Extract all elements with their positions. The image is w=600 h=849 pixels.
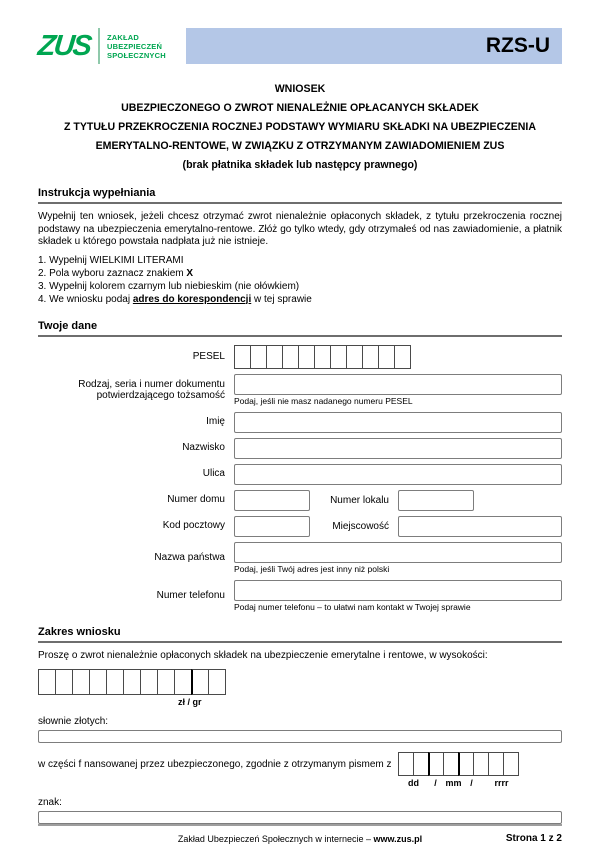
city-label: Miejscowość	[332, 520, 389, 532]
scope-heading: Zakres wniosku	[38, 626, 562, 643]
amount-cell[interactable]	[38, 669, 56, 695]
pesel-input	[234, 345, 562, 369]
amount-unit-label: zł / gr	[178, 696, 202, 707]
phone-field[interactable]	[234, 580, 562, 601]
form-code: RZS-U	[485, 34, 550, 57]
house-apartment-row	[38, 490, 562, 511]
instruction-item-3: 3. Wypełnij kolorem czarnym lub niebieskim (nie ołówkiem)	[38, 280, 300, 292]
zus-logo-mark: ZUS	[36, 29, 92, 62]
amount-cell[interactable]	[106, 669, 124, 695]
document-label: Rodzaj, seria i numer dokumentu potwierdzającego tożsamość	[78, 378, 225, 401]
document-row	[38, 374, 562, 407]
pesel-cell[interactable]	[394, 345, 411, 369]
your-data-form	[38, 345, 562, 618]
street-field[interactable]	[234, 464, 562, 485]
street-label: Ulica	[202, 468, 225, 480]
financed-row	[38, 752, 562, 788]
amount-cell[interactable]	[55, 669, 73, 695]
instructions-heading: Instrukcja wypełniania	[38, 187, 562, 204]
letter-date-input	[398, 752, 526, 776]
date-yyyy-cell[interactable]	[473, 752, 489, 776]
pesel-cell[interactable]	[266, 345, 283, 369]
amount-cell[interactable]	[174, 669, 192, 695]
pesel-cell[interactable]	[378, 345, 395, 369]
footer-text: Zakład Ubezpieczeń Społecznych w internecie – www.zus.pl	[177, 833, 423, 844]
country-hint: Podaj, jeśli Twój adres jest inny niż polski	[234, 563, 390, 574]
amount-cell[interactable]	[140, 669, 158, 695]
house-number-label: Numer domu	[167, 494, 225, 506]
postal-code-field[interactable]	[234, 516, 310, 537]
title-line4: EMERYTALNO-RENTOWE, W ZWIĄZKU Z OTRZYMANYM ZAWIADOMIENIEM ZUS	[95, 140, 505, 152]
page-number: Strona 1 z 2	[505, 832, 562, 844]
logo-text-line3: SPOŁECZNYCH	[107, 50, 166, 60]
country-label: Nazwa państwa	[154, 552, 225, 564]
city-field[interactable]	[398, 516, 562, 537]
last-name-field[interactable]	[234, 438, 562, 459]
pesel-cell[interactable]	[314, 345, 331, 369]
amount-words-field[interactable]	[38, 730, 562, 743]
amount-words-label: słownie złotych:	[38, 715, 109, 727]
pesel-cell[interactable]	[346, 345, 363, 369]
date-mm-cell[interactable]	[443, 752, 459, 776]
date-mm-cell[interactable]	[428, 752, 444, 776]
pesel-label: PESEL	[192, 350, 225, 362]
phone-hint: Podaj numer telefonu – to ułatwi nam kontakt w Twojej sprawie	[234, 601, 471, 612]
document-hint: Podaj, jeśli nie masz nadanego numeru PESEL	[234, 395, 413, 406]
znak-label: znak:	[38, 796, 62, 808]
date-yyyy-cell[interactable]	[458, 752, 474, 776]
footer	[38, 824, 562, 844]
letter-date-group	[398, 752, 526, 788]
znak-field[interactable]	[38, 811, 562, 824]
pesel-cell[interactable]	[362, 345, 379, 369]
financed-text: w części f nansowanej przez ubezpieczonego, zgodnie z otrzymanym pismem z	[38, 758, 392, 770]
zus-logo	[38, 28, 186, 64]
header	[38, 28, 562, 64]
logo-text	[107, 33, 166, 60]
first-name-row	[38, 412, 562, 433]
first-name-field[interactable]	[234, 412, 562, 433]
instruction-item-2: 2. Pola wyboru zaznacz znakiem X	[38, 267, 194, 279]
apartment-number-label: Numer lokalu	[330, 494, 389, 506]
country-row	[38, 542, 562, 575]
scope-intro: Proszę o zwrot nienależnie opłaconych składek na ubezpieczenie emerytalne i rentowe, w wysokości:	[38, 649, 488, 661]
apartment-number-field[interactable]	[398, 490, 474, 511]
instructions-list	[38, 254, 562, 306]
last-name-row	[38, 438, 562, 459]
pesel-cell[interactable]	[282, 345, 299, 369]
postal-city-row	[38, 516, 562, 537]
pesel-cell[interactable]	[250, 345, 267, 369]
amount-cell[interactable]	[157, 669, 175, 695]
amount-group	[38, 669, 562, 707]
amount-grosze-cell[interactable]	[208, 669, 226, 695]
date-dd-cell[interactable]	[398, 752, 414, 776]
date-yyyy-cell[interactable]	[503, 752, 519, 776]
pesel-cell[interactable]	[330, 345, 347, 369]
phone-label: Numer telefonu	[156, 590, 225, 602]
pesel-row	[38, 345, 562, 369]
amount-cell[interactable]	[89, 669, 107, 695]
form-title	[38, 80, 562, 175]
amount-cell[interactable]	[123, 669, 141, 695]
logo-text-line1: ZAKŁAD	[107, 32, 140, 42]
pesel-cell[interactable]	[298, 345, 315, 369]
country-field[interactable]	[234, 542, 562, 563]
title-line3: Z TYTUŁU PRZEKROCZENIA ROCZNEJ PODSTAWY WYMIARU SKŁADKI NA UBEZPIECZENIA	[63, 121, 536, 133]
form-code-band	[186, 28, 562, 64]
postal-code-label: Kod pocztowy	[162, 520, 225, 532]
document-field[interactable]	[234, 374, 562, 395]
amount-cell[interactable]	[72, 669, 90, 695]
footer-url: www.zus.pl	[373, 833, 423, 844]
amount-grosze-cell[interactable]	[191, 669, 209, 695]
phone-row	[38, 580, 562, 613]
your-data-heading: Twoje dane	[38, 320, 562, 337]
title-line2: UBEZPIECZONEGO O ZWROT NIENALEŻNIE OPŁACANYCH SKŁADEK	[121, 102, 479, 114]
pesel-cell[interactable]	[234, 345, 251, 369]
instructions-paragraph: Wypełnij ten wniosek, jeżeli chcesz otrzymać zwrot nienależnie opłaconych składek, z tytułu przekroczenia rocznej podstawy na ubezpieczenia emerytalno-rentowe. Złóż go tylko wtedy, gdy otrzymałeś od nas zawiadomienie, a płatnik składek u którego powstała nadpłata już nie istnieje.	[38, 211, 562, 247]
instruction-item-4: 4. We wniosku podaj adres do korespondencji w tej sprawie	[38, 293, 312, 305]
last-name-label: Nazwisko	[182, 442, 225, 454]
date-format-labels: dd / mm / rrrr	[408, 777, 509, 788]
house-number-field[interactable]	[234, 490, 310, 511]
title-line1: WNIOSEK	[274, 83, 326, 95]
street-row	[38, 464, 562, 485]
amount-input	[38, 669, 562, 695]
date-yyyy-cell[interactable]	[488, 752, 504, 776]
date-dd-cell[interactable]	[413, 752, 429, 776]
first-name-label: Imię	[206, 416, 225, 428]
title-line5: (brak płatnika składek lub następcy prawnego)	[182, 159, 418, 171]
instruction-item-1: 1. Wypełnij WIELKIMI LITERAMI	[38, 254, 184, 266]
logo-text-line2: UBEZPIECZEŃ	[107, 41, 163, 51]
